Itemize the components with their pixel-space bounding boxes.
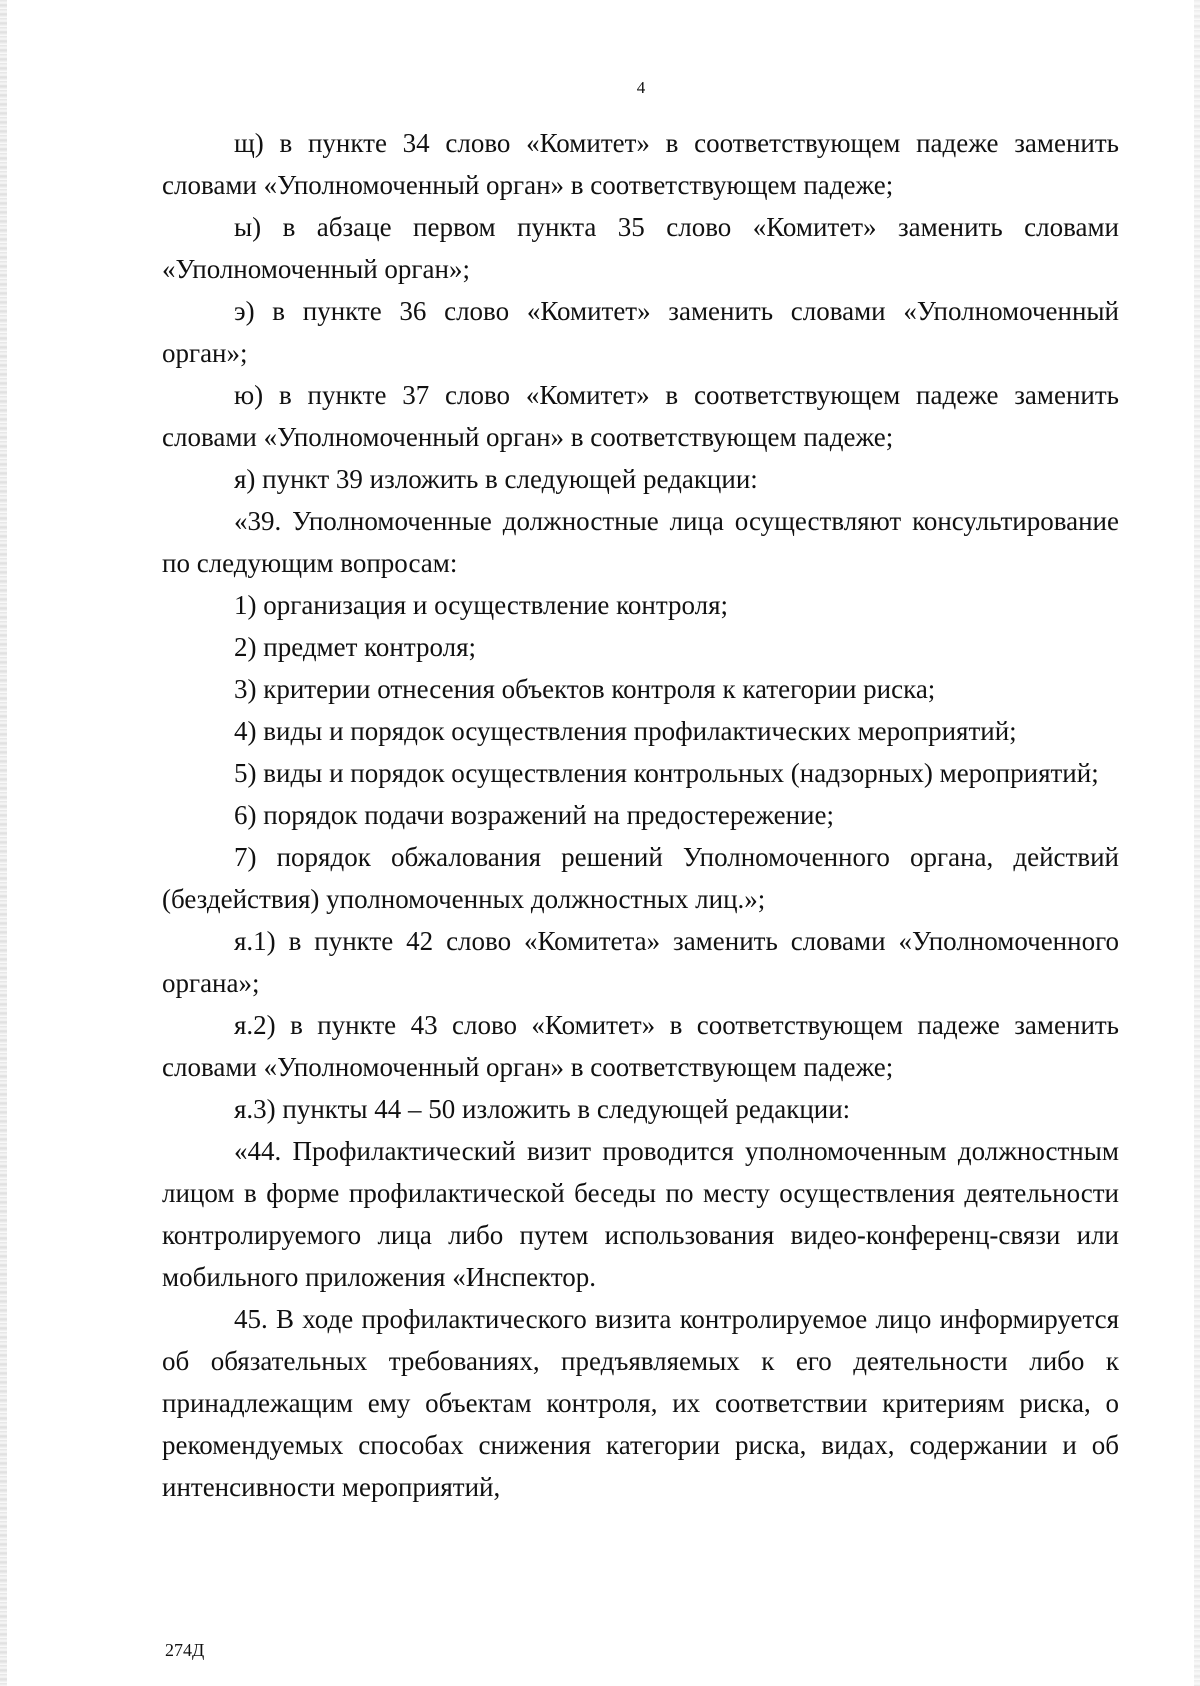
paragraph-point-45: 45. В ходе профилактического визита контролируемое лицо информируется об обязательных требованиях, предъявляемых к его деятельности либо к принадлежащим ему объектам контроля, их соответствии критериям риска, о рекомендуемых способах снижения категории риска, видах, содержании и об интенсивности мероприятий, <box>162 1304 1119 1502</box>
paragraph-ya-3: я.3) пункты 44 – 50 изложить в следующей редакции: <box>234 1094 851 1124</box>
paragraph-ya-2: я.2) в пункте 43 слово «Комитет» в соответствующем падеже заменить словами «Уполномоченный орган» в соответствующем падеже; <box>162 1010 1119 1082</box>
document-code: 274Д <box>165 1640 205 1660</box>
list-item-6: 6) порядок подачи возражений на предостережение; <box>234 800 834 830</box>
paragraph-point-39: «39. Уполномоченные должностные лица осуществляют консультирование по следующим вопросам: <box>162 506 1119 578</box>
paragraph-point-44: «44. Профилактический визит проводится уполномоченным должностным лицом в форме профилактической беседы по месту осуществления деятельности контролируемого лица либо путем использования видео-конференц-связи или мобильного приложения «Инспектор. <box>162 1136 1119 1292</box>
list-item-3: 3) критерии отнесения объектов контроля к категории риска; <box>234 674 936 704</box>
scan-edge-right <box>1194 0 1200 1686</box>
paragraph-ya: я) пункт 39 изложить в следующей редакции: <box>234 464 758 494</box>
paragraph-ya-1: я.1) в пункте 42 слово «Комитета» заменить словами «Уполномоченного органа»; <box>162 926 1119 998</box>
document-body <box>162 122 1119 1508</box>
paragraph-shch: щ) в пункте 34 слово «Комитет» в соответствующем падеже заменить словами «Уполномоченный орган» в соответствующем падеже; <box>162 128 1119 200</box>
paragraph-y: ы) в абзаце первом пункта 35 слово «Комитет» заменить словами «Уполномоченный орган»; <box>162 212 1119 284</box>
paragraph-e: э) в пункте 36 слово «Комитет» заменить словами «Уполномоченный орган»; <box>162 296 1119 368</box>
list-item-7: 7) порядок обжалования решений Уполномоченного органа, действий (бездействия) уполномоченных должностных лиц.»; <box>162 842 1119 914</box>
list-item-4: 4) виды и порядок осуществления профилактических мероприятий; <box>234 716 1017 746</box>
paragraph-yu: ю) в пункте 37 слово «Комитет» в соответствующем падеже заменить словами «Уполномоченный орган» в соответствующем падеже; <box>162 380 1119 452</box>
list-item-5: 5) виды и порядок осуществления контрольных (надзорных) мероприятий; <box>234 758 1099 788</box>
scan-edge-left <box>0 0 7 1686</box>
list-item-2: 2) предмет контроля; <box>234 632 477 662</box>
page-number: 4 <box>636 78 646 97</box>
list-item-1: 1) организация и осуществление контроля; <box>234 590 728 620</box>
